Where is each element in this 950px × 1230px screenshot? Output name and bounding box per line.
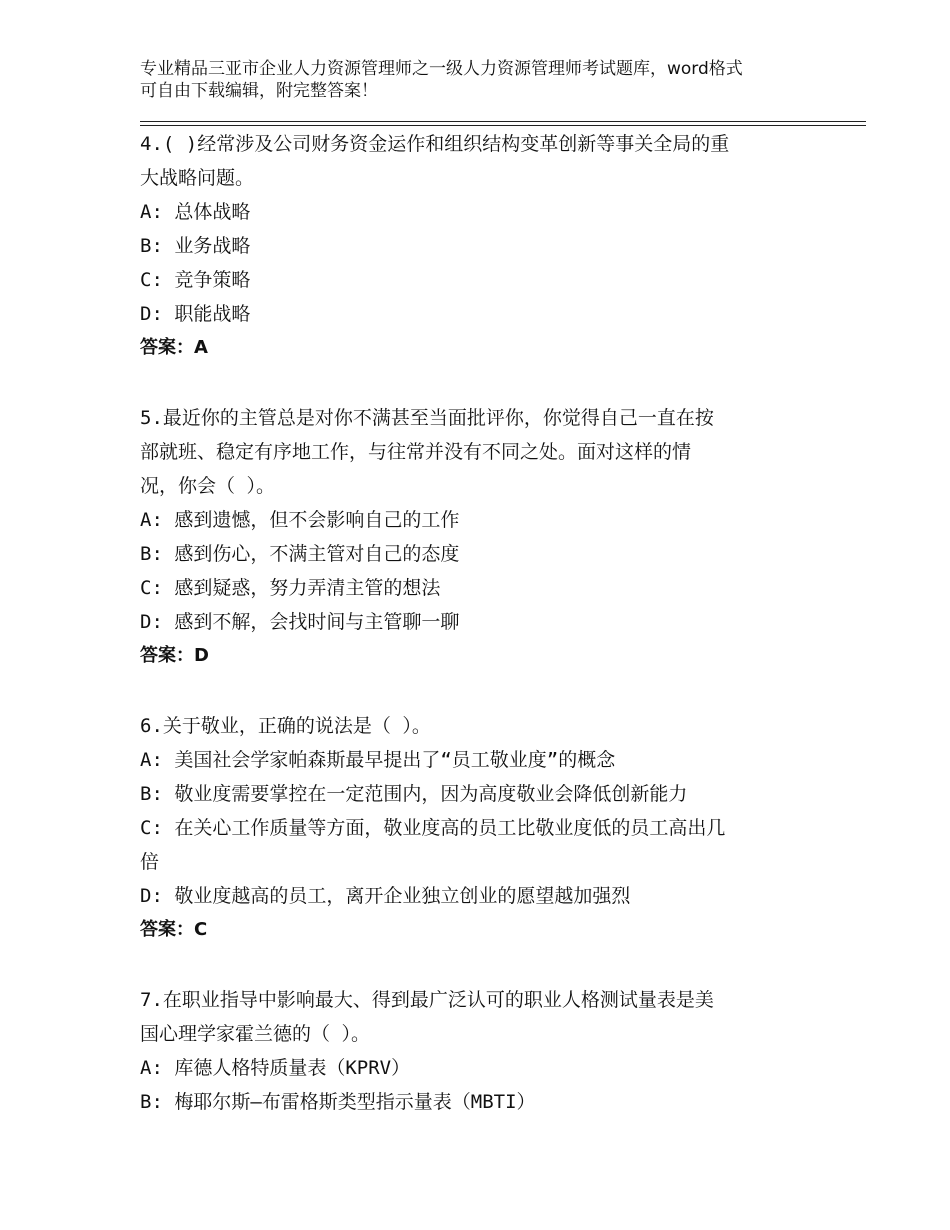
option-d: D: 敬业度越高的员工，离开企业独立创业的愿望越加强烈 xyxy=(140,885,631,907)
question-text-line: 国心理学家霍兰德的（ ）。 xyxy=(140,1023,370,1045)
option-a: A: 库德人格特质量表（KPRV） xyxy=(140,1057,411,1079)
question-text-line: 4.( )经常涉及公司财务资金运作和组织结构变革创新等事关全局的重 xyxy=(140,133,730,155)
document-header xyxy=(140,58,820,102)
option-a: A: 感到遗憾，但不会影响自己的工作 xyxy=(140,509,460,531)
question-5 xyxy=(140,401,840,673)
option-c-continued: 倍 xyxy=(140,851,160,873)
option-c: C: 在关心工作质量等方面，敬业度高的员工比敬业度低的员工高出几 xyxy=(140,817,726,839)
answer-label: 答案：C xyxy=(140,919,208,940)
option-d: D: 职能战略 xyxy=(140,303,251,325)
question-list xyxy=(140,127,840,1119)
header-line-2: 可自由下载编辑，附完整答案！ xyxy=(140,81,378,101)
question-4 xyxy=(140,127,840,365)
option-c: C: 感到疑惑，努力弄清主管的想法 xyxy=(140,577,441,599)
answer-label: 答案：D xyxy=(140,645,209,666)
option-a: A: 总体战略 xyxy=(140,201,251,223)
question-text-line: 6.关于敬业，正确的说法是（ ）。 xyxy=(140,715,431,737)
option-a: A: 美国社会学家帕森斯最早提出了“员工敬业度”的概念 xyxy=(140,749,616,771)
option-b: B: 感到伤心，不满主管对自己的态度 xyxy=(140,543,460,565)
header-rule-thick xyxy=(140,121,866,122)
option-b: B: 业务战略 xyxy=(140,235,251,257)
answer-label: 答案：A xyxy=(140,337,208,358)
question-text-line: 况，你会（ ）。 xyxy=(140,475,275,497)
option-b: B: 梅耶尔斯—布雷格斯类型指示量表（MBTI） xyxy=(140,1091,536,1113)
question-6 xyxy=(140,709,840,947)
header-rule-thin xyxy=(140,125,866,126)
question-text-line: 5.最近你的主管总是对你不满甚至当面批评你，你觉得自己一直在按 xyxy=(140,407,714,429)
option-b: B: 敬业度需要掌控在一定范围内，因为高度敬业会降低创新能力 xyxy=(140,783,688,805)
header-line-1: 专业精品三亚市企业人力资源管理师之一级人力资源管理师考试题库，word格式 xyxy=(140,59,743,79)
question-text-line: 大战略问题。 xyxy=(140,167,255,189)
question-7 xyxy=(140,983,840,1119)
option-c: C: 竞争策略 xyxy=(140,269,251,291)
question-text-line: 部就班、稳定有序地工作，与往常并没有不同之处。面对这样的情 xyxy=(140,441,692,463)
option-d: D: 感到不解，会找时间与主管聊一聊 xyxy=(140,611,460,633)
question-text-line: 7.在职业指导中影响最大、得到最广泛认可的职业人格测试量表是美 xyxy=(140,989,714,1011)
